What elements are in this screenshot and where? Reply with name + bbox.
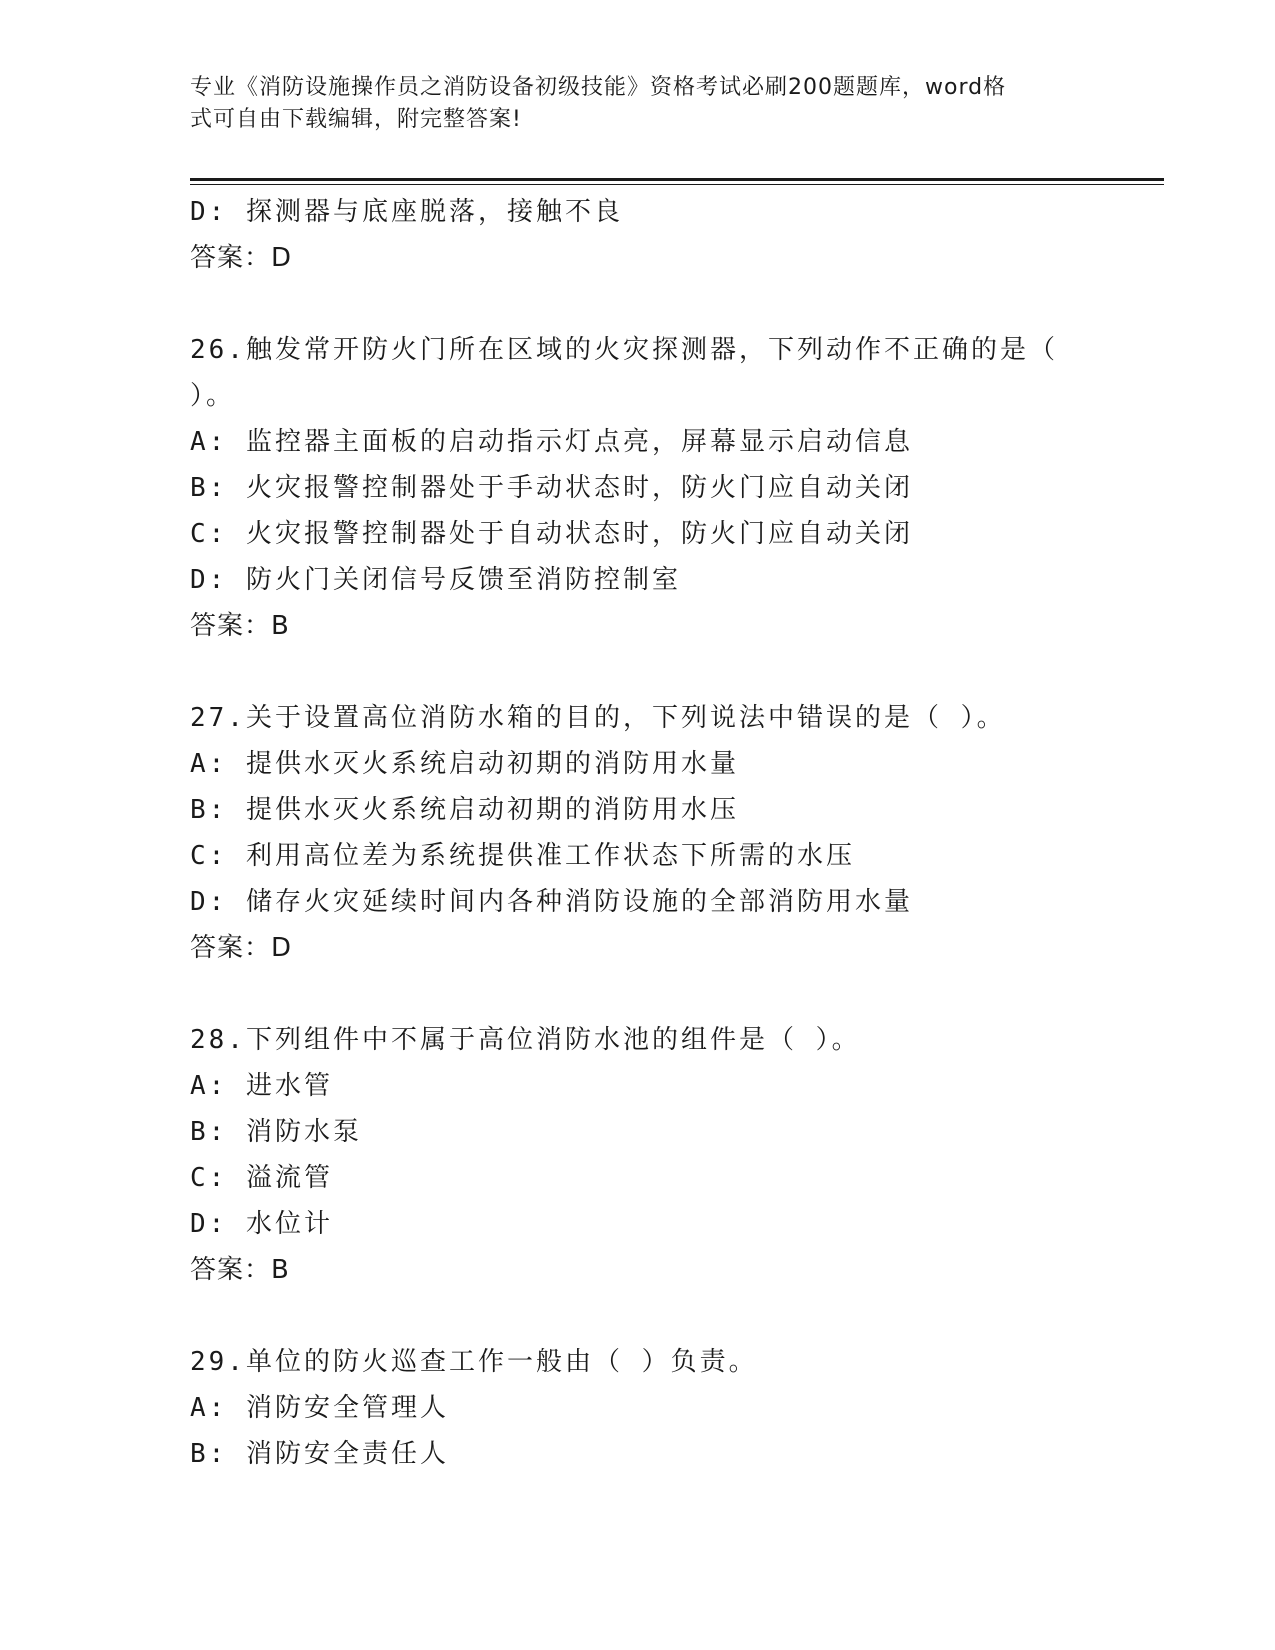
question-stem: 28.下列组件中不属于高位消防水池的组件是（ ）。 bbox=[190, 1025, 861, 1055]
option-a: A: 进水管 bbox=[190, 1071, 333, 1101]
header-line-2: 式可自由下载编辑，附完整答案! bbox=[190, 107, 522, 132]
option-c: C: 火灾报警控制器处于自动状态时，防火门应自动关闭 bbox=[190, 519, 913, 549]
option-b: B: 消防水泵 bbox=[190, 1117, 362, 1147]
question-stem: 29.单位的防火巡查工作一般由（ ）负责。 bbox=[190, 1347, 758, 1377]
option-d: D: 储存火灾延续时间内各种消防设施的全部消防用水量 bbox=[190, 887, 913, 917]
question-stem: 26.触发常开防火门所在区域的火灾探测器，下列动作不正确的是（ bbox=[190, 335, 1058, 365]
answer: 答案：B bbox=[190, 611, 290, 641]
spacer bbox=[190, 1293, 1090, 1339]
header-line-1: 专业《消防设施操作员之消防设备初级技能》资格考试必刷200题题库，word格 bbox=[190, 75, 1007, 100]
spacer bbox=[190, 281, 1090, 327]
option-b: B: 消防安全责任人 bbox=[190, 1439, 449, 1469]
question-content bbox=[190, 189, 1090, 1477]
option-d: D: 防火门关闭信号反馈至消防控制室 bbox=[190, 565, 681, 595]
spacer bbox=[190, 649, 1090, 695]
question-27 bbox=[190, 695, 1090, 971]
spacer bbox=[190, 971, 1090, 1017]
header-divider-thick bbox=[190, 178, 1164, 181]
option-c: C: 溢流管 bbox=[190, 1163, 333, 1193]
document-header bbox=[190, 72, 1090, 136]
option-c: C: 利用高位差为系统提供准工作状态下所需的水压 bbox=[190, 841, 855, 871]
question-28 bbox=[190, 1017, 1090, 1293]
option-d: D: 水位计 bbox=[190, 1209, 333, 1239]
option-a: A: 监控器主面板的启动指示灯点亮，屏幕显示启动信息 bbox=[190, 427, 913, 457]
question-26 bbox=[190, 327, 1090, 649]
option-a: A: 消防安全管理人 bbox=[190, 1393, 449, 1423]
prev-answer: 答案：D bbox=[190, 243, 293, 273]
option-b: B: 提供水灭火系统启动初期的消防用水压 bbox=[190, 795, 739, 825]
question-29 bbox=[190, 1339, 1090, 1477]
option-b: B: 火灾报警控制器处于手动状态时，防火门应自动关闭 bbox=[190, 473, 913, 503]
answer: 答案：B bbox=[190, 1255, 290, 1285]
option-a: A: 提供水灭火系统启动初期的消防用水量 bbox=[190, 749, 739, 779]
question-stem: 27.关于设置高位消防水箱的目的，下列说法中错误的是（ ）。 bbox=[190, 703, 1006, 733]
answer: 答案：D bbox=[190, 933, 293, 963]
question-stem-continued: ）。 bbox=[190, 381, 236, 411]
header-divider-thin bbox=[190, 184, 1164, 185]
prev-option-d: D: 探测器与底座脱落，接触不良 bbox=[190, 197, 623, 227]
